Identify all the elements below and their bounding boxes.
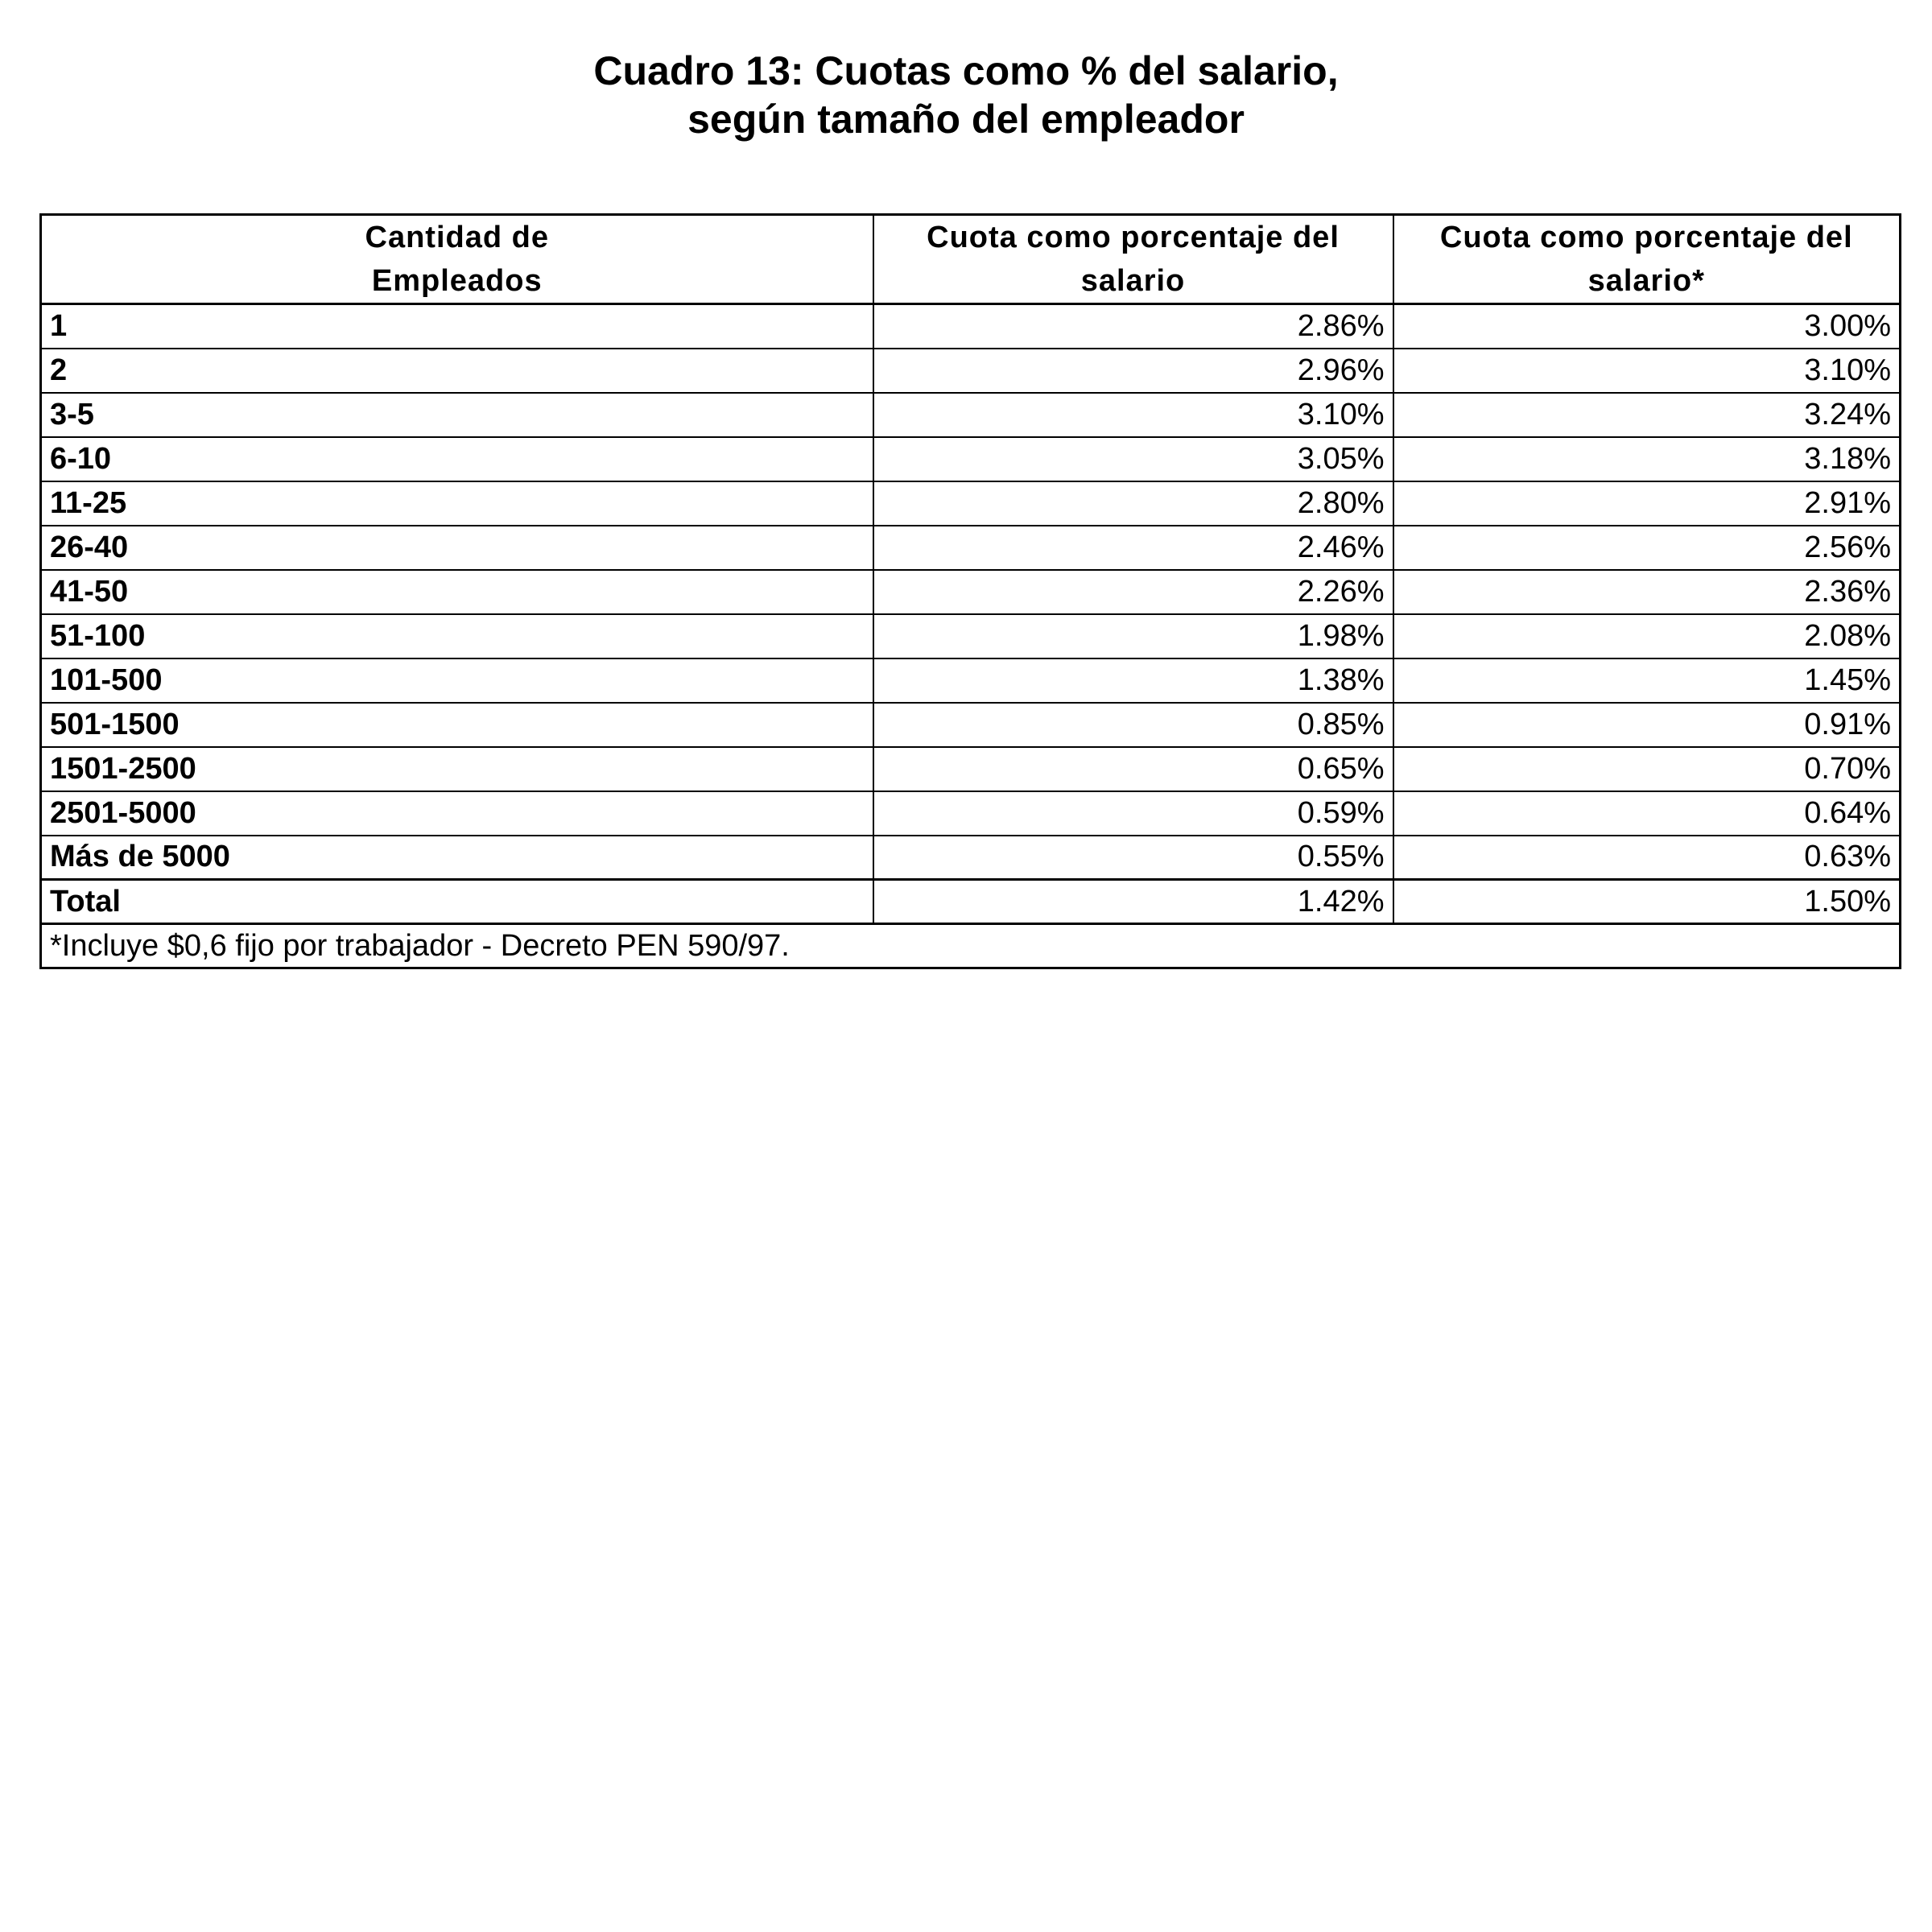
header-cuota-porcentaje-fijo [1393, 215, 1901, 304]
table-row [41, 658, 1901, 703]
table-header-row [41, 215, 1901, 304]
table-title [0, 47, 1932, 143]
table-row [41, 747, 1901, 791]
cell-cuota: 0.85% [873, 703, 1393, 747]
cell-cuota-fijo: 3.00% [1393, 304, 1901, 349]
table-row [41, 437, 1901, 481]
header-cantidad-empleados [41, 215, 873, 304]
table-row [41, 526, 1901, 570]
row-label: 101-500 [41, 658, 873, 703]
cell-cuota: 0.65% [873, 747, 1393, 791]
header-line: Cuota como porcentaje del [1439, 221, 1853, 254]
table-row [41, 349, 1901, 393]
row-label: 1 [41, 304, 873, 349]
row-label: 3-5 [41, 393, 873, 437]
table-row [41, 304, 1901, 349]
table-title-line-2: según tamaño del empleador [687, 97, 1245, 142]
table-row [41, 393, 1901, 437]
row-label: 2 [41, 349, 873, 393]
fees-table [39, 213, 1901, 969]
cell-cuota-fijo: 2.08% [1393, 614, 1901, 658]
cell-cuota-fijo: 3.10% [1393, 349, 1901, 393]
row-label: 2501-5000 [41, 791, 873, 836]
table-row [41, 614, 1901, 658]
table-row [41, 791, 1901, 836]
cell-cuota: 2.80% [873, 481, 1393, 526]
table-row [41, 481, 1901, 526]
cell-cuota-fijo: 0.63% [1393, 836, 1901, 880]
cell-cuota-fijo: 1.45% [1393, 658, 1901, 703]
cell-cuota: 0.59% [873, 791, 1393, 836]
header-cuota-porcentaje [873, 215, 1393, 304]
total-cuota-fijo: 1.50% [1393, 880, 1901, 924]
row-label: 41-50 [41, 570, 873, 614]
table-row [41, 836, 1901, 880]
table-row [41, 703, 1901, 747]
cell-cuota-fijo: 0.91% [1393, 703, 1901, 747]
header-line: salario* [1587, 264, 1705, 298]
cell-cuota-fijo: 3.24% [1393, 393, 1901, 437]
cell-cuota-fijo: 2.91% [1393, 481, 1901, 526]
header-line: Cantidad de [365, 221, 549, 254]
row-label: 1501-2500 [41, 747, 873, 791]
row-label: 11-25 [41, 481, 873, 526]
row-label: 6-10 [41, 437, 873, 481]
footnote: *Incluye $0,6 fijo por trabajador - Decreto PEN 590/97. [41, 924, 1901, 968]
cell-cuota-fijo: 2.56% [1393, 526, 1901, 570]
total-cuota: 1.42% [873, 880, 1393, 924]
cell-cuota: 1.98% [873, 614, 1393, 658]
row-label: Más de 5000 [41, 836, 873, 880]
cell-cuota: 3.05% [873, 437, 1393, 481]
cell-cuota: 2.26% [873, 570, 1393, 614]
cell-cuota: 3.10% [873, 393, 1393, 437]
cell-cuota: 2.96% [873, 349, 1393, 393]
cell-cuota: 0.55% [873, 836, 1393, 880]
row-label: 51-100 [41, 614, 873, 658]
table-title-line-1: Cuadro 13: Cuotas como % del salario, [593, 48, 1339, 93]
total-row [41, 880, 1901, 924]
cell-cuota-fijo: 0.64% [1393, 791, 1901, 836]
total-label: Total [41, 880, 873, 924]
cell-cuota: 2.46% [873, 526, 1393, 570]
row-label: 501-1500 [41, 703, 873, 747]
cell-cuota: 1.38% [873, 658, 1393, 703]
header-line: Cuota como porcentaje del [927, 221, 1340, 254]
row-label: 26-40 [41, 526, 873, 570]
header-line: salario [1080, 264, 1186, 298]
table-row [41, 570, 1901, 614]
cell-cuota-fijo: 0.70% [1393, 747, 1901, 791]
footnote-row [41, 924, 1901, 968]
cell-cuota: 2.86% [873, 304, 1393, 349]
header-line: Empleados [371, 264, 543, 298]
cell-cuota-fijo: 2.36% [1393, 570, 1901, 614]
cell-cuota-fijo: 3.18% [1393, 437, 1901, 481]
